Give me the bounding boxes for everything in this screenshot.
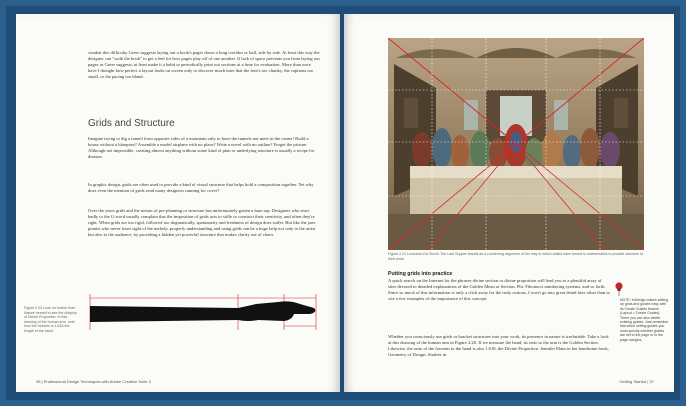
sidebar-note: NOTE: InDesign makes setting up grids and guides easy with its Create Guides feature (Layout > Create Guides). There you can also delete existing guides. Just remember that when setting guides you must specify whether guides are set to the page or to the page margins. [620,298,669,342]
right-body-paragraph-1: A quick search on the Internet for the phrases divine section or divine proportion will lead you to a plentiful array of sites devoted to detailed explanations of the Golden Mean or Section, Phi, Fibonacci numbering systems, and so forth. Since so much of this information is only a click away for the truly curious, I won't go into great detail here other than to cite a few examples of the importance of this concept. [388,278,610,301]
last-supper-painting [388,38,644,250]
body-paragraph-1: Imagine trying to dig a tunnel from opposite sides of a mountain only to have the tunnels not meet in the center! Build a house without a blueprint? Assemble a model airplane with no plans? Write a novel with no outline? Forget the picture. Although not impossible, creating almost anything without some kind of plan or underlying structure is usually a recipe for disaster. [88,136,315,159]
left-folio: 36 | Professional Design Techniques with Adobe Creative Suite 3 [36,379,151,384]
subsection-heading: Putting grids into practice [388,271,453,277]
right-body-paragraph-2: Whether you consciously use grids or bracket structures into your work, its presence in nature is irrefutable. Take a look at this drawing of the human arm in Figure 2.20. If we measure the hand, its ratio to the arm is the Golden Section. Likewise, the ratio of the forearm to the hand is also 1.618, the Divine Proportion. Jennifer Elam in her handsome book, Geometry of Design: Studies in [388,334,609,357]
book-spread [6,6,680,400]
section-heading: Grids and Structure [88,118,175,129]
golden-mean-overlay [388,38,644,250]
intro-paragraph: combat this difficulty Greer suggests laying out a book's pages down a long corridor or hall, side by side. At least this way the designer can "walk the book" to get a feel for how pages play off of one another. If lack of space prevents you from laying out pages as Greer suggests, at least make it a habit to periodically print out sections at a time for evaluation. More than once have I thought how perfect a layout looks on screen only to discover much later that the font's too chunky, the captions too small, or the pacing too bland. [88,50,320,79]
arm-figure-caption: Figure 2.20 Look no further than Nature herself to see the ubiquity of Divine Proportion. In this drawing of the human arm, note how the forearm is 1.618 the length of the hand. [24,306,77,333]
pushpin-icon [614,282,624,296]
right-page [344,14,674,392]
left-page [16,14,340,392]
last-supper-caption: Figure 2.21 Leonardo Da Vinci's The Last Supper stands as a convincing argument of the way in which artists have turned to mathematics to provide structure to their work. [388,252,644,261]
body-paragraph-3: Over the years grids and the notion of pre-planning or structure has unfortunately gotten a bum rap. Designers who react badly to the G-word usually complain that the imposition of grids acts to stifle or constrict their creativity, and often they're right. When grids are too rigid, followed too dogmatically, spontaneity and freshness of design does suffer. But like the jazz pianist who never loses sight of the melody, properly understanding and using grids can be a huge help not only to the artist but also to the audience, by providing a hidden yet powerful structure that makes clarity out of chaos. [88,208,316,237]
arm-silhouette [88,290,320,332]
right-folio: Getting Started | 37 [619,379,654,384]
body-paragraph-2: In graphic design, grids are often used to provide a kind of visual structure that helps hold a composition together. Yet why does even the mention of grids send many designers running for cover? [88,182,314,193]
